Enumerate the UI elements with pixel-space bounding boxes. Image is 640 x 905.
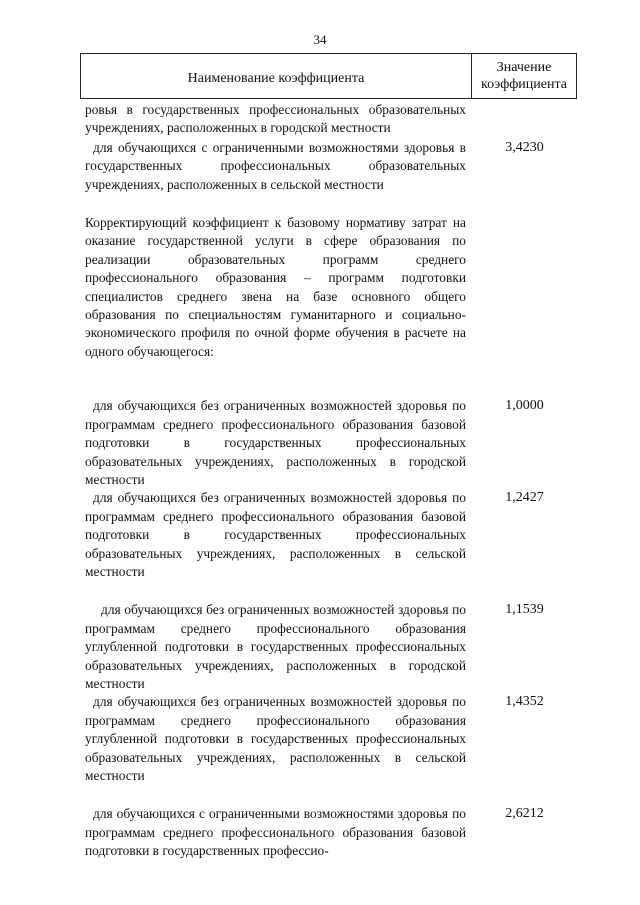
coefficient-name: для обучающихся без ограниченных возможностей здоровья по программам среднего профессионального образования базовой подготовки в государственных профессиональных образовательных учреждениях, расположенных в городской местности bbox=[85, 398, 466, 487]
coefficient-value bbox=[466, 214, 577, 361]
coefficient-name: для обучающихся без ограниченных возможностей здоровья по программам среднего профессионального образования углубленной подготовки в государственных профессиональных образовательных учреждениях, расположенных в сельской местности bbox=[85, 694, 466, 783]
table-row bbox=[85, 397, 577, 489]
coefficient-value: 1,4352 bbox=[505, 694, 544, 710]
table-body bbox=[85, 101, 577, 861]
coefficient-name: для обучающихся с ограниченными возможностями здоровья по программам среднего профессионального образования базовой подготовки в государственных профессио- bbox=[85, 806, 466, 859]
table-row bbox=[85, 101, 577, 138]
table-row bbox=[85, 805, 577, 860]
table-row bbox=[85, 214, 577, 361]
column-header-name: Наименование коэффициента bbox=[81, 54, 472, 98]
coefficient-value: 1,0000 bbox=[505, 398, 544, 414]
coefficient-value: 1,1539 bbox=[505, 602, 544, 618]
table-row bbox=[85, 693, 577, 785]
coefficient-name: для обучающихся с ограниченными возможностями здоровья в государственных профессиональных образовательных учреждениях, расположенных в сельской местности bbox=[85, 139, 466, 192]
coefficient-value: 1,2427 bbox=[505, 490, 544, 506]
coefficient-name: для обучающихся без ограниченных возможностей здоровья по программам среднего профессионального образования углубленной подготовки в государственных профессиональных образовательных учреждениях, расположенных в городской местности bbox=[85, 602, 466, 691]
table-row bbox=[85, 139, 577, 194]
column-header-value: Значение коэффициента bbox=[481, 60, 567, 92]
page-number: 34 bbox=[313, 32, 327, 47]
coefficient-name: Корректирующий коэффициент к базовому нормативу затрат на оказание государственной услуги в сфере образования по реализации образовательных программ среднего профессионального образования – программ подготовки специалистов среднего звена на базе основного общего образования по специальностям гуманитарного и социально-экономического профиля по очной форме обучения в расчете на одного обучающегося: bbox=[85, 215, 466, 359]
table-row bbox=[85, 489, 577, 581]
table-row bbox=[85, 601, 577, 693]
table-header bbox=[80, 53, 577, 99]
coefficient-name: ровья в государственных профессиональных образовательных учреждениях, расположенных в городской местности bbox=[85, 102, 466, 136]
coefficient-name: для обучающихся без ограниченных возможностей здоровья по программам среднего профессионального образования базовой подготовки в государственных профессиональных образовательных учреждениях, расположенных в сельской местности bbox=[85, 490, 466, 579]
coefficient-value bbox=[466, 101, 577, 138]
coefficient-value: 2,6212 bbox=[505, 806, 544, 822]
coefficient-value: 3,4230 bbox=[505, 139, 544, 155]
